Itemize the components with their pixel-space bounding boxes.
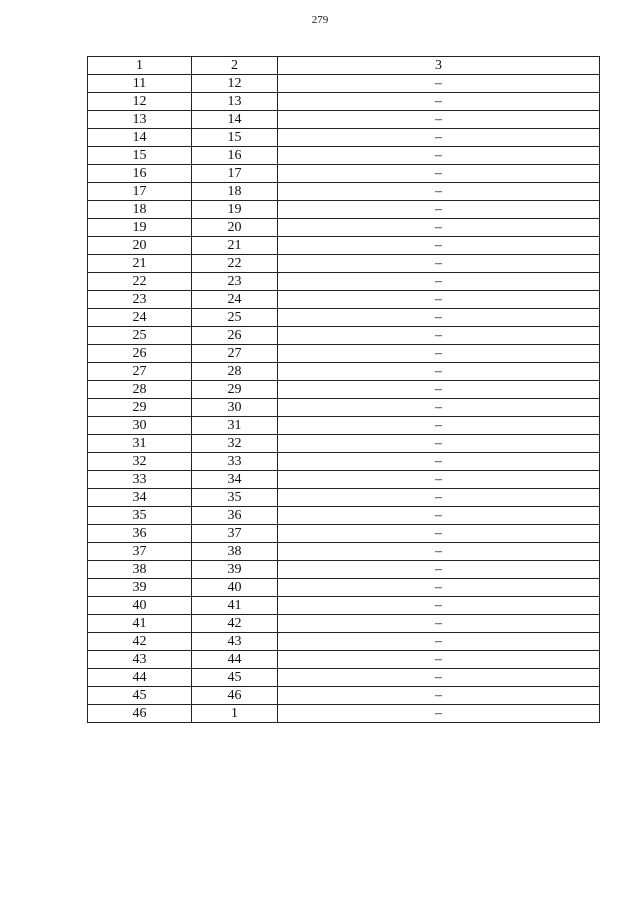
table-cell-col-3: – [278,507,600,525]
table-cell-col-2: 29 [192,381,278,399]
table-row [88,399,600,417]
table-cell-col-2: 17 [192,165,278,183]
table-row [88,237,600,255]
table-cell-col-2: 37 [192,525,278,543]
table-cell-col-3: – [278,417,600,435]
table-header [88,57,600,75]
table-row [88,669,600,687]
table-cell-col-3: – [278,363,600,381]
table-cell-col-3: – [278,147,600,165]
table-cell-col-1: 24 [88,309,192,327]
table-cell-col-2: 13 [192,93,278,111]
table-row [88,651,600,669]
table-row [88,471,600,489]
table-row [88,507,600,525]
table-body [88,75,600,723]
table-cell-col-3: – [278,255,600,273]
table-cell-col-2: 20 [192,219,278,237]
table-cell-col-2: 12 [192,75,278,93]
table-row [88,543,600,561]
table-cell-col-2: 27 [192,345,278,363]
table-cell-col-2: 36 [192,507,278,525]
table-cell-col-1: 38 [88,561,192,579]
table-cell-col-2: 14 [192,111,278,129]
table-row [88,75,600,93]
table-cell-col-3: – [278,219,600,237]
table-row [88,165,600,183]
table-cell-col-3: – [278,705,600,723]
table-cell-col-1: 20 [88,237,192,255]
table-cell-col-3: – [278,579,600,597]
table-cell-col-3: – [278,165,600,183]
table-cell-col-3: – [278,237,600,255]
table-cell-col-3: – [278,561,600,579]
table-cell-col-3: – [278,201,600,219]
table-cell-col-3: – [278,273,600,291]
table-cell-col-2: 41 [192,597,278,615]
table-cell-col-3: – [278,183,600,201]
table-cell-col-1: 25 [88,327,192,345]
table-cell-col-2: 1 [192,705,278,723]
table-cell-col-2: 45 [192,669,278,687]
table-cell-col-3: – [278,633,600,651]
table-row [88,561,600,579]
table-row [88,309,600,327]
table-cell-col-3: – [278,291,600,309]
table-cell-col-1: 22 [88,273,192,291]
table-cell-col-2: 40 [192,579,278,597]
table-cell-col-3: – [278,381,600,399]
table-row [88,633,600,651]
table-cell-col-2: 24 [192,291,278,309]
table-cell-col-2: 34 [192,471,278,489]
table-cell-col-1: 40 [88,597,192,615]
table-row [88,489,600,507]
table-row [88,687,600,705]
table-cell-col-3: – [278,597,600,615]
table-cell-col-1: 18 [88,201,192,219]
table-row [88,255,600,273]
table-cell-col-2: 31 [192,417,278,435]
table-cell-col-1: 19 [88,219,192,237]
table-cell-col-1: 27 [88,363,192,381]
table-cell-col-1: 23 [88,291,192,309]
table-cell-col-1: 12 [88,93,192,111]
table-row [88,129,600,147]
table-cell-col-3: – [278,669,600,687]
table-cell-col-1: 29 [88,399,192,417]
table-row [88,345,600,363]
table-cell-col-2: 39 [192,561,278,579]
table-cell-col-2: 23 [192,273,278,291]
table-cell-col-1: 42 [88,633,192,651]
table-row [88,525,600,543]
table-cell-col-1: 46 [88,705,192,723]
table-row [88,147,600,165]
table-row [88,435,600,453]
table-cell-col-1: 35 [88,507,192,525]
table-cell-col-1: 31 [88,435,192,453]
table-cell-col-1: 37 [88,543,192,561]
table-cell-col-1: 17 [88,183,192,201]
table-cell-col-2: 25 [192,309,278,327]
table-cell-col-1: 13 [88,111,192,129]
table-cell-col-2: 15 [192,129,278,147]
table-cell-col-1: 43 [88,651,192,669]
table-cell-col-2: 18 [192,183,278,201]
table-cell-col-3: – [278,345,600,363]
data-table [87,56,600,723]
table-cell-col-1: 36 [88,525,192,543]
column-header-1: 1 [88,57,192,75]
table-cell-col-3: – [278,543,600,561]
table-cell-col-3: – [278,525,600,543]
table-cell-col-3: – [278,327,600,345]
table-cell-col-3: – [278,111,600,129]
table-cell-col-3: – [278,615,600,633]
table-cell-col-1: 39 [88,579,192,597]
table-cell-col-1: 16 [88,165,192,183]
column-header-3: 3 [278,57,600,75]
table-cell-col-2: 28 [192,363,278,381]
table-row [88,453,600,471]
table-row [88,201,600,219]
table-cell-col-2: 26 [192,327,278,345]
table-cell-col-3: – [278,435,600,453]
table-cell-col-3: – [278,75,600,93]
table-cell-col-1: 32 [88,453,192,471]
table-cell-col-3: – [278,651,600,669]
table-cell-col-2: 43 [192,633,278,651]
table-cell-col-3: – [278,687,600,705]
table-cell-col-2: 42 [192,615,278,633]
table-cell-col-1: 28 [88,381,192,399]
table-cell-col-3: – [278,93,600,111]
table-cell-col-2: 32 [192,435,278,453]
table-row [88,363,600,381]
table-cell-col-1: 11 [88,75,192,93]
table-cell-col-2: 19 [192,201,278,219]
table-row [88,705,600,723]
table-row [88,579,600,597]
table-row [88,615,600,633]
table-row [88,327,600,345]
table-row [88,183,600,201]
column-header-2: 2 [192,57,278,75]
table-cell-col-2: 21 [192,237,278,255]
table-row [88,273,600,291]
table-cell-col-1: 30 [88,417,192,435]
table-cell-col-1: 15 [88,147,192,165]
table-cell-col-2: 38 [192,543,278,561]
table-row [88,417,600,435]
table-cell-col-1: 21 [88,255,192,273]
table-row [88,597,600,615]
table-row [88,219,600,237]
table-cell-col-2: 30 [192,399,278,417]
table-cell-col-1: 34 [88,489,192,507]
table-cell-col-2: 16 [192,147,278,165]
table-header-row [88,57,600,75]
table-cell-col-1: 14 [88,129,192,147]
table-row [88,93,600,111]
table-cell-col-3: – [278,471,600,489]
table-row [88,381,600,399]
table-cell-col-1: 26 [88,345,192,363]
table-cell-col-3: – [278,489,600,507]
table-cell-col-1: 45 [88,687,192,705]
table-cell-col-1: 33 [88,471,192,489]
table-cell-col-2: 22 [192,255,278,273]
table-cell-col-3: – [278,453,600,471]
table-cell-col-1: 41 [88,615,192,633]
table-row [88,111,600,129]
table-cell-col-3: – [278,129,600,147]
table-row [88,291,600,309]
table-cell-col-3: – [278,309,600,327]
page-number: 279 [311,14,329,26]
table-cell-col-2: 44 [192,651,278,669]
table-cell-col-2: 46 [192,687,278,705]
table-cell-col-2: 35 [192,489,278,507]
table-cell-col-1: 44 [88,669,192,687]
table-cell-col-2: 33 [192,453,278,471]
table-cell-col-3: – [278,399,600,417]
